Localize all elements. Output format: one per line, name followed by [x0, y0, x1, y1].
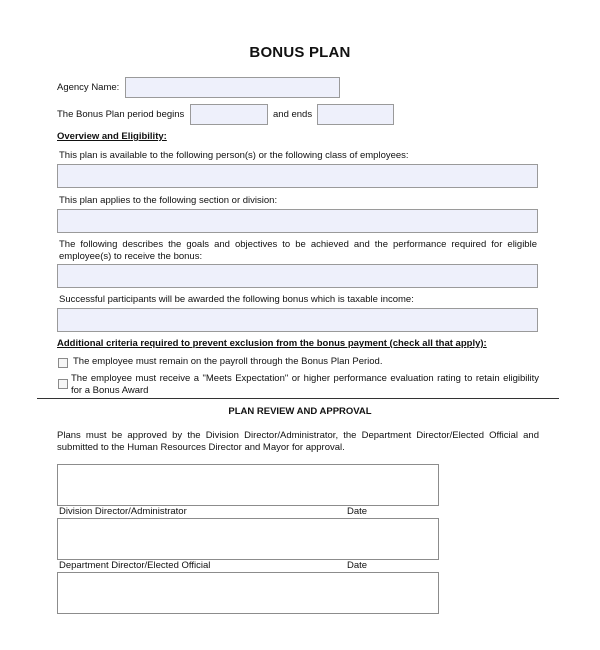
- criteria-checkbox-evaluation[interactable]: [58, 379, 68, 389]
- overview-heading: Overview and Eligibility:: [57, 131, 167, 142]
- department-director-label: Department Director/Elected Official: [59, 560, 211, 571]
- bonus-amount-field[interactable]: [57, 308, 538, 332]
- agency-name-field[interactable]: [125, 77, 340, 98]
- period-ends-label: and ends: [273, 109, 313, 120]
- bonus-amount-label: Successful participants will be awarded the following bonus which is taxable income:: [59, 294, 414, 305]
- review-heading: PLAN REVIEW AND APPROVAL: [228, 406, 372, 417]
- period-begins-label: The Bonus Plan period begins: [57, 109, 185, 120]
- section-division-field[interactable]: [57, 209, 538, 233]
- department-director-signature-box[interactable]: [57, 518, 439, 560]
- final-approval-signature-box[interactable]: [57, 572, 439, 614]
- department-director-date-label: Date: [347, 560, 368, 571]
- goals-objectives-label: The following describes the goals and objectives to be achieved and the performance required for eligible employee(s) to receive the bonus:: [59, 239, 537, 262]
- division-director-signature-box[interactable]: [57, 464, 439, 506]
- eligible-employees-label: This plan is available to the following person(s) or the following class of employees:: [59, 150, 409, 161]
- section-divider: [37, 398, 559, 399]
- division-director-label: Division Director/Administrator: [59, 506, 187, 517]
- division-director-date-label: Date: [347, 506, 368, 517]
- criteria-label-evaluation: The employee must receive a "Meets Expectation" or higher performance evaluation rating to retain eligibility for a Bonus Award: [71, 373, 539, 396]
- review-instructions: Plans must be approved by the Division Director/Administrator, the Department Director/Elected Official and submitted to the Human Resources Director and Mayor for approval.: [57, 430, 539, 453]
- criteria-checkbox-payroll[interactable]: [58, 358, 68, 368]
- criteria-heading: Additional criteria required to prevent exclusion from the bonus payment (check all that apply):: [57, 338, 487, 349]
- section-division-label: This plan applies to the following section or division:: [59, 195, 278, 206]
- goals-objectives-field[interactable]: [57, 264, 538, 288]
- agency-name-label: Agency Name:: [57, 82, 120, 93]
- period-ends-field[interactable]: [317, 104, 394, 125]
- page-title: BONUS PLAN: [249, 44, 351, 61]
- period-begins-field[interactable]: [190, 104, 268, 125]
- eligible-employees-field[interactable]: [57, 164, 538, 188]
- criteria-label-payroll: The employee must remain on the payroll through the Bonus Plan Period.: [73, 356, 383, 367]
